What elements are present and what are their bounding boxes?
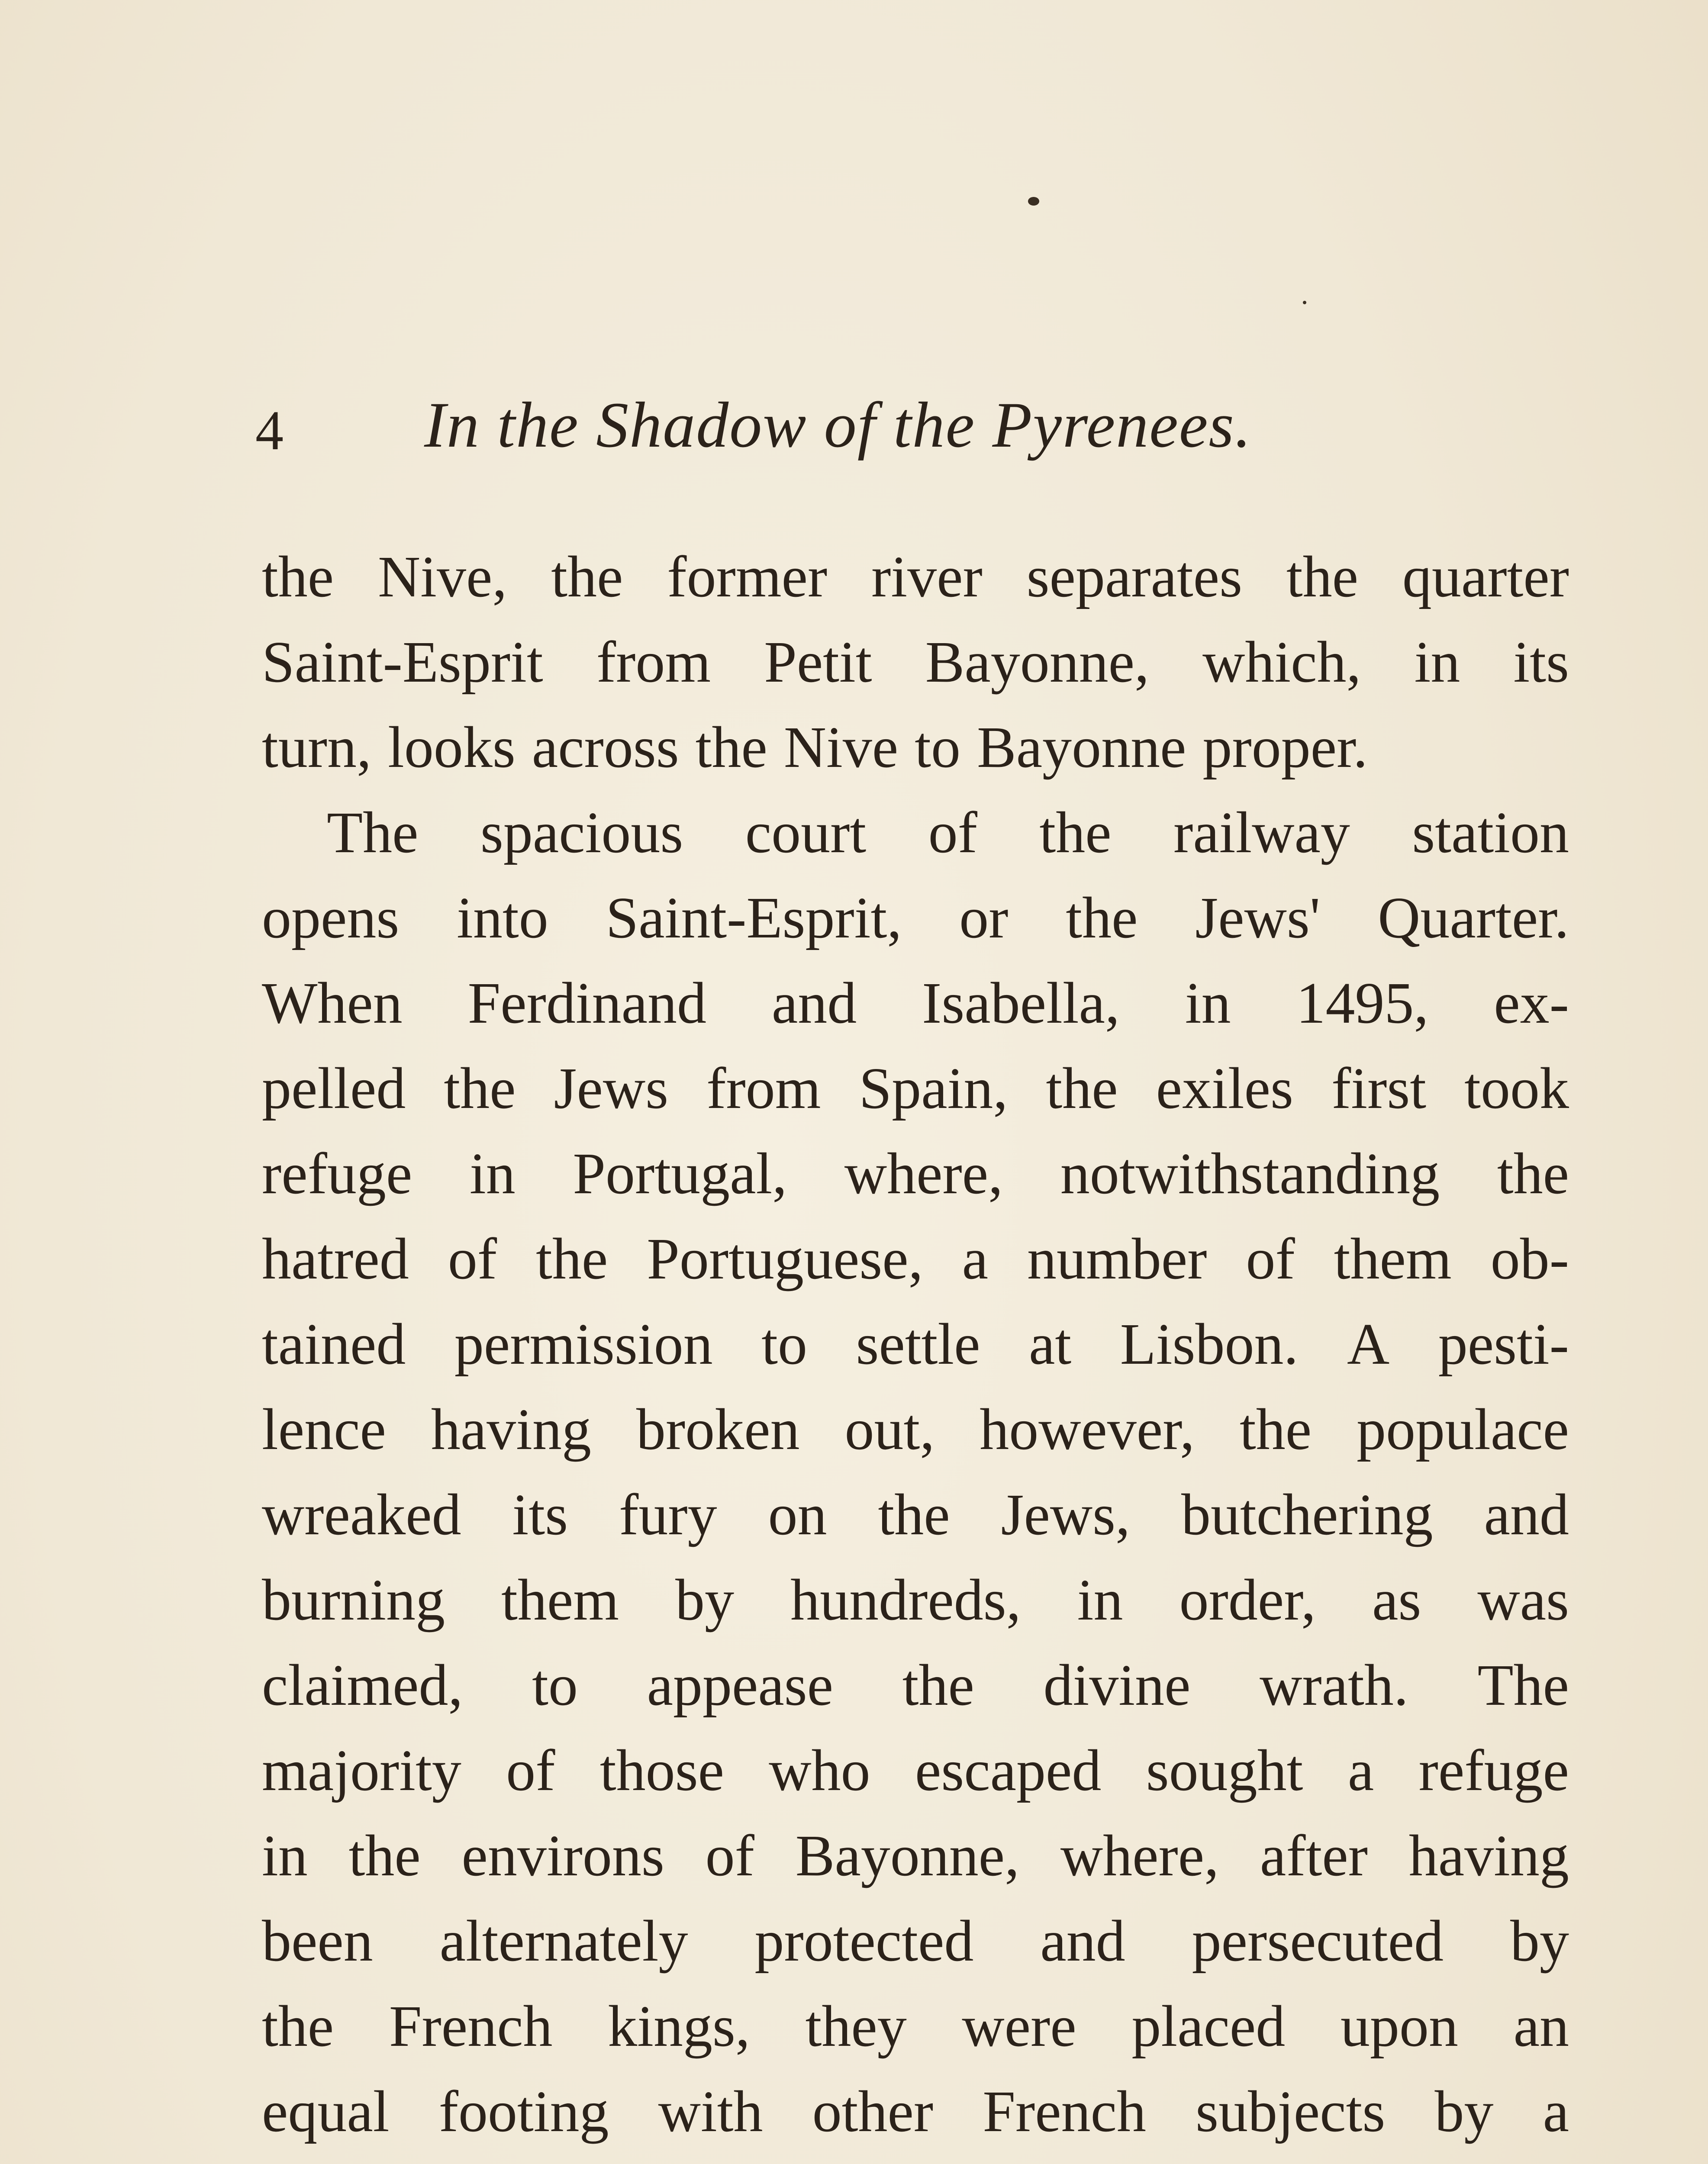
text-line bbox=[262, 1643, 1569, 1728]
word: The bbox=[327, 800, 419, 865]
word: sought bbox=[1146, 1738, 1303, 1803]
word: of bbox=[928, 800, 977, 865]
word: hundreds, bbox=[790, 1568, 1021, 1633]
word: the bbox=[1046, 1056, 1118, 1121]
word: protected bbox=[754, 1909, 974, 1974]
word: the bbox=[1066, 886, 1138, 950]
word: station bbox=[1412, 800, 1569, 865]
text-line bbox=[262, 1472, 1569, 1558]
word: having bbox=[1408, 1823, 1569, 1888]
word: separates bbox=[1026, 544, 1243, 609]
word: Ferdinand bbox=[467, 971, 707, 1036]
word: from bbox=[706, 1056, 821, 1121]
word: its bbox=[512, 1482, 568, 1547]
word: broken bbox=[636, 1397, 800, 1462]
word: refuge bbox=[262, 1141, 412, 1206]
text-line bbox=[262, 1217, 1569, 1302]
word: other bbox=[812, 2079, 934, 2144]
text-line bbox=[262, 1131, 1569, 1217]
word: on bbox=[768, 1482, 827, 1547]
word: The bbox=[1477, 1653, 1569, 1718]
word: opens bbox=[262, 886, 400, 950]
word bbox=[648, 2154, 720, 2164]
word: in bbox=[1077, 1568, 1123, 1633]
word: alternately bbox=[439, 1909, 688, 1974]
word: Jews' bbox=[1195, 886, 1321, 950]
word: Bayonne bbox=[977, 715, 1186, 780]
word: refuge bbox=[1418, 1738, 1569, 1803]
word: to bbox=[532, 1653, 578, 1718]
word: by bbox=[675, 1568, 735, 1633]
page-number: 4 bbox=[255, 399, 284, 462]
word: A bbox=[1347, 1312, 1390, 1377]
text-line bbox=[262, 1728, 1569, 1813]
word: exiles bbox=[1156, 1056, 1293, 1121]
word: kings, bbox=[608, 1994, 750, 2059]
word: ex- bbox=[1494, 971, 1569, 1036]
word: equal bbox=[262, 2079, 390, 2144]
word bbox=[262, 2154, 416, 2164]
text-line bbox=[262, 2154, 1569, 2164]
word: notwithstanding bbox=[1060, 1141, 1440, 1206]
word: a bbox=[962, 1227, 989, 1291]
word: Petit bbox=[764, 630, 872, 695]
word: the bbox=[444, 1056, 516, 1121]
word: hatred bbox=[262, 1227, 409, 1291]
page-header bbox=[255, 390, 1424, 476]
text-line bbox=[262, 620, 1569, 705]
word: an bbox=[1513, 1994, 1569, 2059]
text-line bbox=[262, 535, 1569, 620]
word: to bbox=[761, 1312, 807, 1377]
word: the bbox=[902, 1653, 974, 1718]
word: 1495, bbox=[1296, 971, 1429, 1036]
word: populace bbox=[1357, 1397, 1569, 1462]
word: to bbox=[915, 715, 960, 780]
word: a bbox=[1543, 2079, 1569, 2144]
word: subjects bbox=[1196, 2079, 1386, 2144]
word: they bbox=[805, 1994, 907, 2059]
word: in bbox=[469, 1141, 516, 1206]
word: looks bbox=[388, 715, 516, 780]
word: where, bbox=[844, 1141, 1003, 1206]
word: former bbox=[667, 544, 828, 609]
word: as bbox=[1372, 1568, 1421, 1633]
word: after bbox=[1260, 1823, 1368, 1888]
word: been bbox=[262, 1909, 373, 1974]
word: proper. bbox=[1202, 715, 1368, 780]
word: the bbox=[1039, 800, 1112, 865]
word: into bbox=[457, 886, 548, 950]
word: the bbox=[262, 544, 334, 609]
text-line bbox=[262, 2069, 1569, 2154]
word: fury bbox=[619, 1482, 717, 1547]
word: footing bbox=[438, 2079, 609, 2144]
text-line bbox=[262, 705, 1569, 790]
word bbox=[432, 2154, 481, 2164]
word: its bbox=[1513, 630, 1569, 695]
word: out, bbox=[844, 1397, 935, 1462]
word: or bbox=[959, 886, 1009, 950]
word: persecuted bbox=[1192, 1909, 1444, 1974]
word: divine bbox=[1043, 1653, 1191, 1718]
word: Portuguese, bbox=[647, 1227, 923, 1291]
word: Bayonne, bbox=[925, 630, 1150, 695]
word: the bbox=[878, 1482, 950, 1547]
word: number bbox=[1027, 1227, 1207, 1291]
word: of bbox=[1246, 1227, 1295, 1291]
word: in bbox=[262, 1823, 308, 1888]
word: railway bbox=[1173, 800, 1350, 865]
word: Portugal, bbox=[573, 1141, 787, 1206]
text-line bbox=[262, 1558, 1569, 1643]
word: turn, bbox=[262, 715, 372, 780]
word: a bbox=[1347, 1738, 1374, 1803]
word: first bbox=[1331, 1056, 1427, 1121]
word: who bbox=[769, 1738, 870, 1803]
word bbox=[497, 2154, 632, 2164]
word: them bbox=[1334, 1227, 1452, 1291]
word: by bbox=[1434, 2079, 1494, 2144]
word: upon bbox=[1340, 1994, 1458, 2059]
text-line bbox=[262, 790, 1569, 876]
word: at bbox=[1029, 1312, 1072, 1377]
word: French bbox=[389, 1994, 553, 2059]
word: claimed, bbox=[262, 1653, 463, 1718]
word: were bbox=[962, 1994, 1076, 2059]
word: Bayonne, bbox=[795, 1823, 1020, 1888]
word: and bbox=[771, 971, 857, 1036]
word: Jews, bbox=[1001, 1482, 1131, 1547]
word: environs bbox=[461, 1823, 664, 1888]
word: Saint-Esprit, bbox=[606, 886, 902, 950]
word: of bbox=[705, 1823, 754, 1888]
word: Spain, bbox=[859, 1056, 1008, 1121]
word: Isabella, bbox=[922, 971, 1120, 1036]
word: and bbox=[1484, 1482, 1569, 1547]
word: Jews bbox=[554, 1056, 669, 1121]
word bbox=[1052, 2154, 1185, 2164]
word: Quarter. bbox=[1378, 886, 1569, 950]
word: Saint-Esprit bbox=[262, 630, 543, 695]
word: the bbox=[348, 1823, 421, 1888]
running-title: In the Shadow of the Pyrenees. bbox=[424, 389, 1252, 461]
word: butchering bbox=[1181, 1482, 1433, 1547]
word: court bbox=[745, 800, 867, 865]
word: which, bbox=[1202, 630, 1361, 695]
word: in bbox=[1185, 971, 1231, 1036]
text-line bbox=[262, 1813, 1569, 1899]
word: them bbox=[501, 1568, 619, 1633]
word: river bbox=[871, 544, 983, 609]
word: the bbox=[551, 544, 623, 609]
word: the bbox=[262, 1994, 334, 2059]
word: and bbox=[1040, 1909, 1125, 1974]
word: the bbox=[1239, 1397, 1312, 1462]
word: When bbox=[262, 971, 403, 1036]
word: order, bbox=[1179, 1568, 1316, 1633]
word: from bbox=[596, 630, 711, 695]
word: escaped bbox=[915, 1738, 1102, 1803]
word: pesti- bbox=[1438, 1312, 1569, 1377]
word: in bbox=[1414, 630, 1460, 695]
text-line bbox=[262, 961, 1569, 1046]
text-line bbox=[262, 1302, 1569, 1387]
word: wreaked bbox=[262, 1482, 461, 1547]
word: having bbox=[431, 1397, 591, 1462]
word: took bbox=[1464, 1056, 1569, 1121]
word: wrath. bbox=[1260, 1653, 1408, 1718]
text-line bbox=[262, 1046, 1569, 1131]
word: the bbox=[1286, 544, 1359, 609]
word: the bbox=[695, 715, 767, 780]
ink-speck bbox=[1303, 301, 1306, 304]
word: pelled bbox=[262, 1056, 406, 1121]
body-text bbox=[262, 535, 1569, 2164]
text-line bbox=[262, 1387, 1569, 1472]
word: across bbox=[532, 715, 679, 780]
text-line bbox=[262, 876, 1569, 961]
word: quarter bbox=[1402, 544, 1569, 609]
ink-speck bbox=[1028, 197, 1039, 206]
word bbox=[736, 2154, 973, 2164]
word: the bbox=[1497, 1141, 1569, 1206]
word: burning bbox=[262, 1568, 445, 1633]
word: tained bbox=[262, 1312, 406, 1377]
text-line bbox=[262, 1899, 1569, 1984]
word: permission bbox=[454, 1312, 713, 1377]
word: placed bbox=[1131, 1994, 1286, 2059]
word: of bbox=[506, 1738, 555, 1803]
word: was bbox=[1477, 1568, 1569, 1633]
word: however, bbox=[980, 1397, 1195, 1462]
word: French bbox=[983, 2079, 1146, 2144]
word: settle bbox=[856, 1312, 980, 1377]
word: by bbox=[1510, 1909, 1569, 1974]
word: spacious bbox=[480, 800, 683, 865]
text-line bbox=[262, 1984, 1569, 2069]
word: of bbox=[448, 1227, 497, 1291]
word: Nive, bbox=[378, 544, 507, 609]
word: Lisbon. bbox=[1120, 1312, 1299, 1377]
word: where, bbox=[1060, 1823, 1219, 1888]
word bbox=[990, 2154, 1036, 2164]
word: majority bbox=[262, 1738, 461, 1803]
word: ob- bbox=[1490, 1227, 1569, 1291]
word: Nive bbox=[783, 715, 899, 780]
word: appease bbox=[647, 1653, 834, 1718]
word: the bbox=[536, 1227, 608, 1291]
word: lence bbox=[262, 1397, 386, 1462]
word: those bbox=[599, 1738, 724, 1803]
word: with bbox=[658, 2079, 763, 2144]
